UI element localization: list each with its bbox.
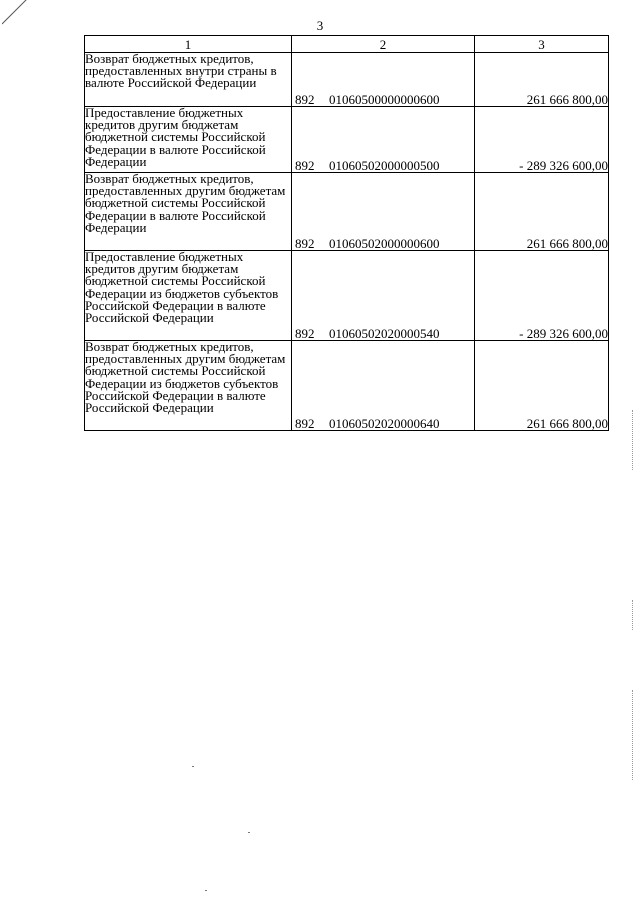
scan-edge-artifact — [632, 690, 635, 780]
admin-code: 892 — [295, 415, 315, 431]
row-description: Возврат бюджетных кредитов, предоставленных другим бюджетам бюджетной системы Российской Федерации в валюте Российской Федерации — [85, 173, 292, 251]
row-code-cell — [292, 251, 475, 341]
column-header-3: 3 — [475, 36, 609, 53]
row-amount: 261 666 800,00 — [475, 341, 609, 431]
row-code-cell — [292, 341, 475, 431]
scan-edge-artifact — [632, 600, 635, 630]
table-row — [85, 251, 609, 341]
budget-code: 01060502020000540 — [329, 325, 440, 341]
row-code-cell — [292, 173, 475, 251]
scan-speck — [248, 832, 250, 833]
table-row — [85, 341, 609, 431]
table-row — [85, 107, 609, 173]
budget-code: 01060500000000600 — [329, 91, 440, 107]
row-description: Возврат бюджетных кредитов, предоставленных внутри страны в валюте Российской Федерации — [85, 53, 292, 107]
row-amount: - 289 326 600,00 — [475, 251, 609, 341]
admin-code: 892 — [295, 91, 315, 107]
table-header-row — [85, 36, 609, 53]
admin-code: 892 — [295, 235, 315, 251]
table-row — [85, 173, 609, 251]
budget-sources-table — [84, 35, 609, 431]
table-row — [85, 53, 609, 107]
budget-code: 01060502000000500 — [329, 157, 440, 173]
row-amount: 261 666 800,00 — [475, 53, 609, 107]
admin-code: 892 — [295, 325, 315, 341]
row-code-cell — [292, 107, 475, 173]
budget-code: 01060502000000600 — [329, 235, 440, 251]
budget-code: 01060502020000640 — [329, 415, 440, 431]
admin-code: 892 — [295, 157, 315, 173]
row-description: Возврат бюджетных кредитов, предоставленных другим бюджетам бюджетной системы Российской Федерации из бюджетов субъектов Российской Федерации в валюте Российской Федерации — [85, 341, 292, 431]
scan-speck — [205, 890, 207, 891]
scan-speck — [192, 766, 194, 767]
scan-edge-artifact — [632, 410, 635, 470]
row-amount: 261 666 800,00 — [475, 173, 609, 251]
page-number: 3 — [316, 18, 324, 33]
column-header-1: 1 — [85, 36, 292, 53]
row-amount: - 289 326 600,00 — [475, 107, 609, 173]
row-description: Предоставление бюджетных кредитов другим бюджетам бюджетной системы Российской Федерации в валюте Российской Федерации — [85, 107, 292, 173]
column-header-2: 2 — [292, 36, 475, 53]
row-code-cell — [292, 53, 475, 107]
row-description: Предоставление бюджетных кредитов другим бюджетам бюджетной системы Российской Федерации из бюджетов субъектов Российской Федерации в валюте Российской Федерации — [85, 251, 292, 341]
